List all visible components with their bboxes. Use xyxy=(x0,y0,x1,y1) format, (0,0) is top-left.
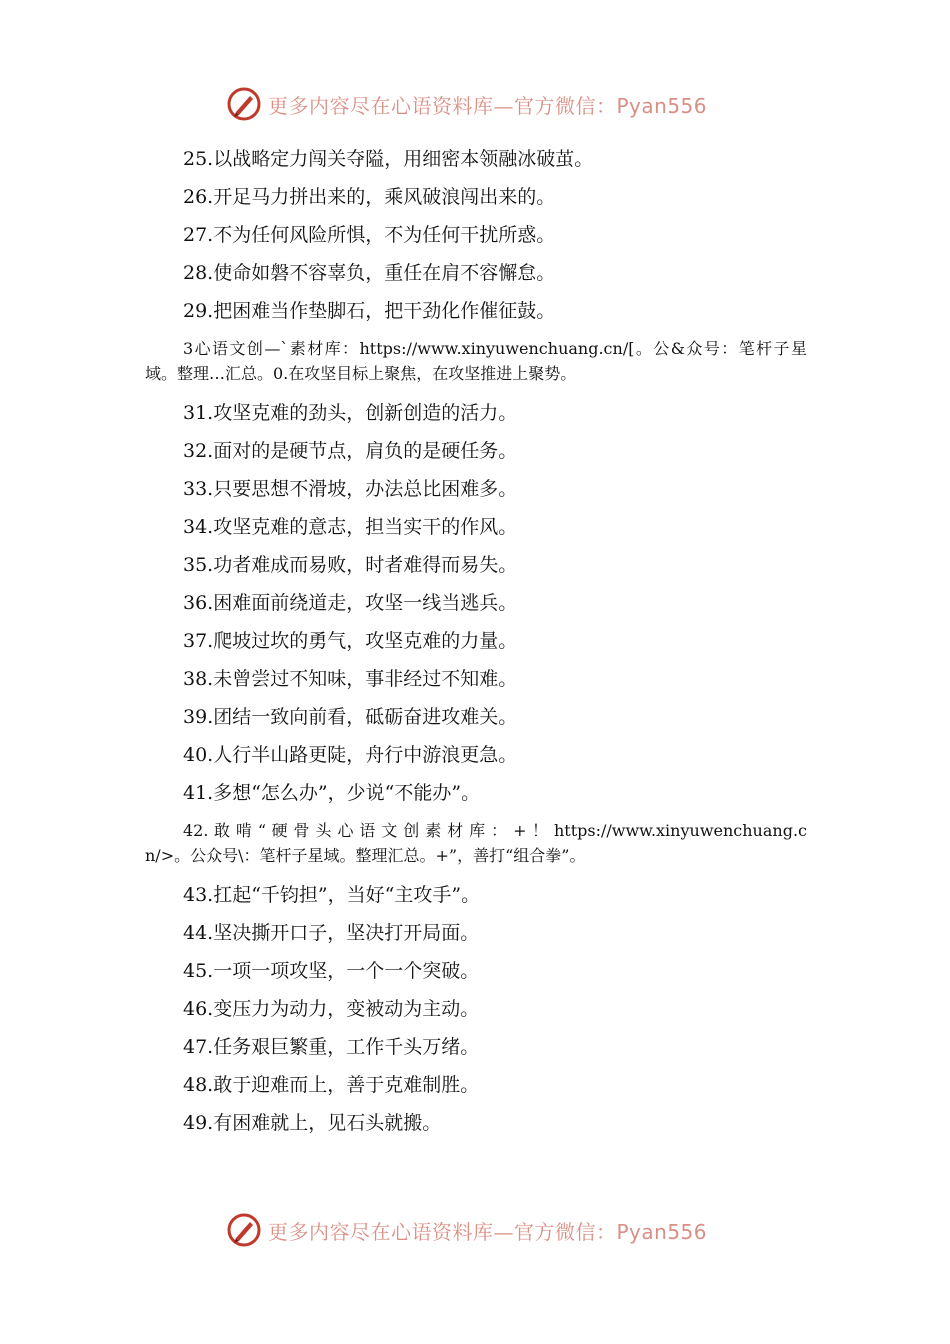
list-item: 34.攻坚克难的意志，担当实干的作风。 xyxy=(183,516,518,538)
list-item: 43.扛起“千钧担”，当好“主攻手”。 xyxy=(183,884,481,906)
pen-logo-icon xyxy=(226,86,262,122)
list-item: 49.有困难就上，见石头就搬。 xyxy=(183,1112,442,1134)
list-item: 38.未曾尝过不知味，事非经过不知难。 xyxy=(183,668,518,690)
list-item: 41.多想“怎么办”，少说“不能办”。 xyxy=(183,782,481,804)
paragraph-30: 3心语文创—`素材库：https://www.xinyuwenchuang.cn/[。公&众号：笔杆子星域。整理…汇总。0.在攻坚目标上聚焦，在攻坚推进上聚势。 xyxy=(145,339,807,383)
list-item: 44.坚决撕开口子，坚决打开局面。 xyxy=(183,922,480,944)
list-item: 27.不为任何风险所惧，不为任何干扰所惑。 xyxy=(183,224,556,246)
document-body xyxy=(145,140,807,1142)
banner-text: 更多内容尽在心语资料库—官方微信：Pyan556 xyxy=(268,93,708,118)
list-item: 29.把困难当作垫脚石，把干劲化作催征鼓。 xyxy=(183,300,556,322)
list-item: 32.面对的是硬节点，肩负的是硬任务。 xyxy=(183,440,518,462)
list-item: 26.开足马力拼出来的，乘风破浪闯出来的。 xyxy=(183,186,556,208)
list-item: 48.敢于迎难而上，善于克难制胜。 xyxy=(183,1074,480,1096)
list-item: 33.只要思想不滑坡，办法总比困难多。 xyxy=(183,478,518,500)
header-banner xyxy=(226,84,746,124)
list-item: 36.困难面前绕道走，攻坚一线当逃兵。 xyxy=(183,592,518,614)
list-item: 40.人行半山路更陡，舟行中游浪更急。 xyxy=(183,744,518,766)
banner-text: 更多内容尽在心语资料库—官方微信：Pyan556 xyxy=(268,1219,708,1244)
list-item: 45.一项一项攻坚，一个一个突破。 xyxy=(183,960,480,982)
list-item: 37.爬坡过坎的勇气，攻坚克难的力量。 xyxy=(183,630,518,652)
list-item: 39.团结一致向前看，砥砺奋进攻难关。 xyxy=(183,706,518,728)
list-item: 28.使命如磐不容辜负，重任在肩不容懈怠。 xyxy=(183,262,556,284)
pen-logo-icon xyxy=(226,1212,262,1248)
list-item: 47.任务艰巨繁重，工作千头万绪。 xyxy=(183,1036,480,1058)
list-item: 31.攻坚克难的劲头，创新创造的活力。 xyxy=(183,402,518,424)
footer-banner xyxy=(226,1210,746,1250)
list-item: 46.变压力为动力，变被动为主动。 xyxy=(183,998,480,1020)
list-item: 35.功者难成而易败，时者难得而易失。 xyxy=(183,554,518,576)
list-item: 25.以战略定力闯关夺隘，用细密本领融冰破茧。 xyxy=(183,148,594,170)
paragraph-42: 42. 敢 啃 “ 硬 骨 头 心 语 文 创 素 材 库 ： + ！ https://www.xinyuwenchuang.cn/>。公众号\：笔杆子星域。整理汇总。+”，善打“组合拳”。 xyxy=(145,821,807,865)
